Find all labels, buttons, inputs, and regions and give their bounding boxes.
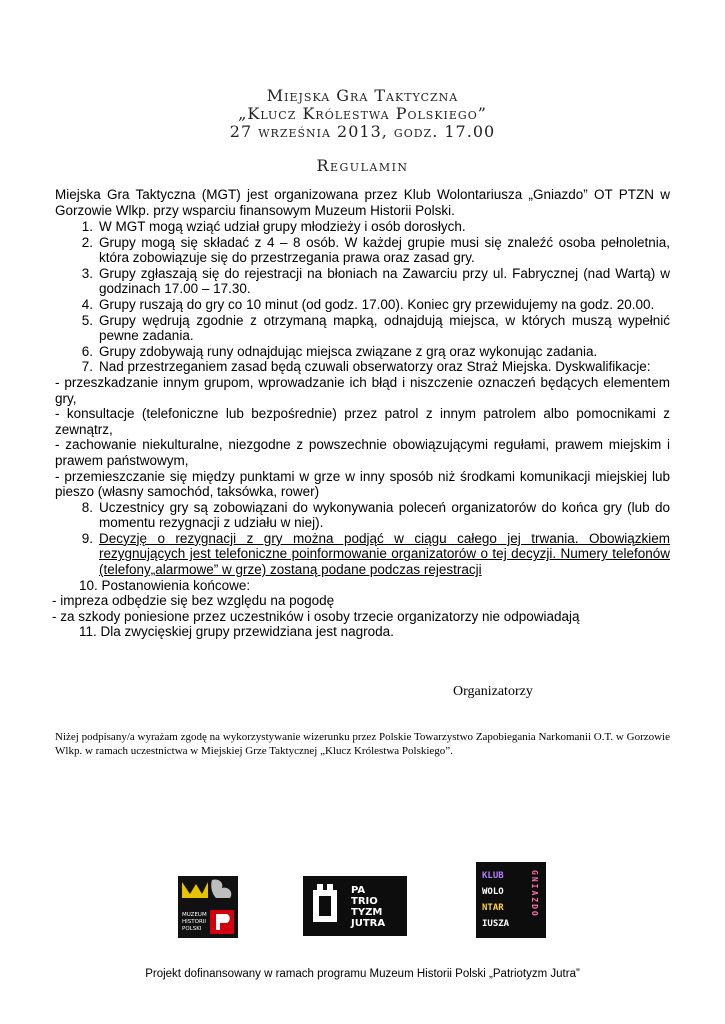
patriotyzm-jutra-logo — [303, 876, 407, 936]
disqualification-4: - przemieszczanie się między punktami w grze w inny sposób niż środkami komunikacji miejskiej lub pieszo (własny samochód, taksówka, rower) — [55, 468, 670, 500]
muzeum-text: MUZEUM — [182, 912, 207, 918]
rule-number: 2. — [81, 234, 93, 250]
jutra-text: JUTRA — [351, 918, 386, 929]
rule-number: 5. — [81, 312, 93, 328]
gniazdo-text: GNIAZDO — [530, 870, 539, 918]
disqualification-2: - konsultacje (telefoniczne lub bezpośrednie) przez patrol z innym patrolem albo pomocnikami z zewnątrz, — [55, 406, 670, 437]
rule-text: Grupy zdobywają runy odnajdując miejsca związane z grą oraz wykonując zadania. — [99, 343, 598, 359]
rule-10: 10. Postanowienia końcowe: — [79, 577, 251, 593]
rule-text: Nad przestrzeganiem zasad będą czuwali obserwatorzy oraz Straż Miejska. Dyskwalifikacje: — [99, 359, 651, 375]
title-line-2: „Klucz Królestwa Polskiego” — [238, 104, 487, 123]
rule-text: Uczestnicy gry są zobowiązani do wykonywania poleceń organizatorów do końca gry (lub do momentu rezygnacji z udziału w niej). — [99, 499, 670, 531]
tyzm-text: TYZM — [351, 907, 383, 918]
historii-text: HISTORII — [182, 919, 207, 925]
rule-number: 6. — [81, 343, 93, 359]
rule-number: 1. — [81, 219, 93, 234]
rule-text: Grupy mogą się składać z 4 – 8 osób. W każdej grupie musi się znaleźć osoba pełnoletnia, która zobowiązuje się do przestrzegania prawa oraz zasad gry. — [99, 234, 670, 266]
rule-9 — [55, 531, 670, 578]
title-line-3: 27 września 2013, godz. 17.00 — [229, 122, 496, 141]
rule-6 — [55, 344, 670, 360]
klub-logo-graphic — [476, 862, 546, 938]
footer-funding-note: Projekt dofinansowany w ramach programu Muzeum Historii Polski „Patriotyzm Jutra” — [145, 968, 580, 980]
rules-list — [52, 219, 670, 640]
rule-1 — [55, 219, 670, 235]
rule-text: W MGT mogą wziąć udział grupy młodzieży i osób dorosłych. — [99, 219, 466, 234]
final-provision-2: - za szkody poniesione przez uczestników i osoby trzecie organizatorzy nie odpowiadają — [52, 608, 580, 624]
consent-statement: Niżej podpisany/a wyrażam zgodę na wykorzystywanie wizerunku przez Polskie Towarzystwo Zapobiegania Narkomanii O.T. w Gorzowie Wlkp. w ramach uczestnictwa w Miejskiej Grze Taktycznej „Klucz Królestwa Polskiego”. — [55, 731, 670, 757]
pa-text: PA — [351, 885, 366, 896]
rule-2 — [55, 235, 670, 266]
muzeum-logo-graphic — [178, 876, 238, 938]
rule-7 — [55, 359, 670, 375]
klub-wolontariusza-logo — [476, 862, 546, 938]
regulamin-heading: Regulamin — [316, 156, 409, 175]
rule-number: 7. — [81, 359, 93, 375]
organizers-signature: Organizatorzy — [453, 684, 533, 699]
disqualification-1: - przeszkadzanie innym grupom, wprowadzanie ich błąd i niszczenie oznaczeń będących elementem gry, — [55, 374, 670, 406]
rule-number: 8. — [81, 499, 93, 515]
rule-text: Decyzję o rezygnacji z gry można podjąć w ciągu całego jej trwania. Obowiązkiem rezygnujących jest telefoniczne poinformowanie organizatorów o tej decyzji. Numery telefonów (telefony„alarmowe” w grze) zostaną podane podczas rejestracji — [99, 530, 670, 578]
polski-text: POLSKI — [182, 926, 202, 932]
rule-3 — [55, 266, 670, 297]
rule-11: 11. Dla zwycięskiej grupy przewidziana jest nagroda. — [79, 624, 394, 640]
final-provision-1: - impreza odbędzie się bez względu na pogodę — [52, 593, 335, 609]
patriotyzm-logo-graphic — [303, 876, 407, 936]
title-line-1: Miejska Gra Taktyczna — [266, 86, 459, 105]
rule-number: 4. — [81, 296, 93, 312]
rule-text: Grupy ruszają do gry co 10 minut (od godz. 17.00). Koniec gry przewidujemy na godz. 20.00. — [99, 296, 655, 312]
intro-paragraph: Miejska Gra Taktyczna (MGT) jest organizowana przez Klub Wolontariusza „Gniazdo” OT PTZN w Gorzowie Wlkp. przy wsparciu finansowym Muzeum Historii Polski. — [55, 187, 670, 218]
rule-number: 3. — [81, 265, 93, 281]
rule-4 — [55, 297, 670, 313]
muzeum-historii-polski-logo — [178, 876, 238, 938]
wolo-text: WOLO — [482, 887, 504, 897]
trio-text: TRIO — [351, 896, 378, 907]
rule-number: 9. — [81, 530, 93, 546]
rule-text: Grupy zgłaszają się do rejestracji na błoniach na Zawarciu przy ul. Fabrycznej (nad Wartą) w godzinach 17.00 – 17.30. — [99, 265, 670, 297]
klub-text: KLUB — [482, 871, 504, 881]
rule-8 — [55, 500, 670, 531]
rule-5 — [55, 313, 670, 344]
iusza-text: IUSZA — [482, 919, 510, 929]
rule-text: Grupy wędrują zgodnie z otrzymaną mapką, odnajdują miejsca, w których muszą wypełnić pewne zadania. — [99, 312, 670, 344]
disqualification-3: - zachowanie niekulturalne, niezgodne z powszechnie obowiązującymi regułami, prawem miejskim i prawem państwowym, — [55, 437, 670, 468]
ntar-text: NTAR — [482, 903, 504, 913]
